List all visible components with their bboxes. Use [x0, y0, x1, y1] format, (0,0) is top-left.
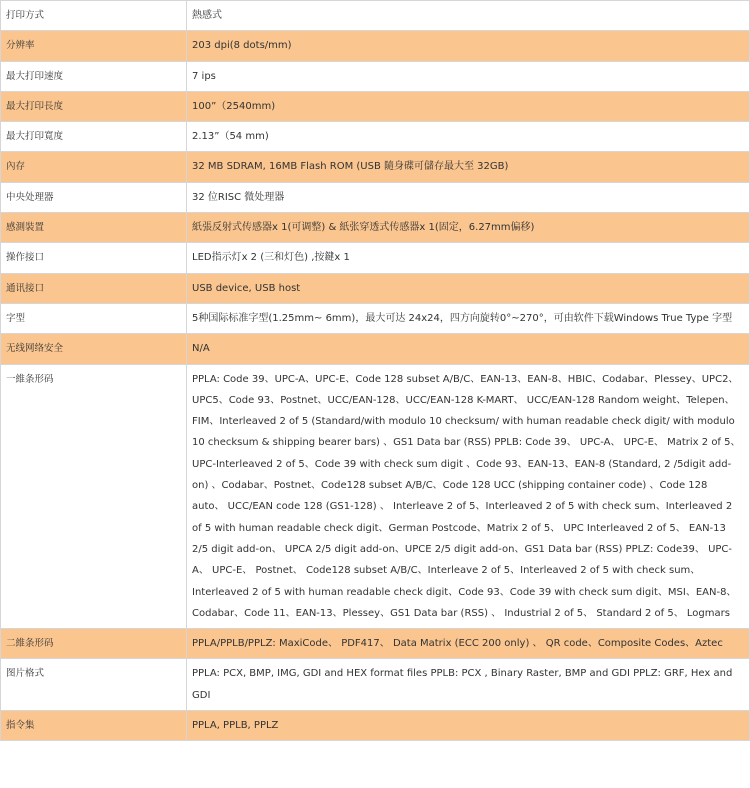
spec-label: 操作接口	[1, 243, 187, 273]
spec-row	[1, 243, 750, 273]
spec-row	[1, 711, 750, 741]
spec-value: N/A	[187, 334, 750, 364]
spec-label: 指令集	[1, 711, 187, 741]
spec-value: 熱感式	[187, 1, 750, 31]
spec-row	[1, 273, 750, 303]
spec-value: PPLA/PPLB/PPLZ: MaxiCode、 PDF417、 Data Matrix (ECC 200 only) 、 QR code、Composite Codes、Aztec	[187, 629, 750, 659]
spec-row	[1, 182, 750, 212]
spec-value: 32 位RISC 微处理器	[187, 182, 750, 212]
spec-value: 5种国际标准字型(1.25mm~ 6mm)，最大可达 24x24，四方向旋转0°~270°，可由软件下载Windows True Type 字型	[187, 303, 750, 333]
spec-row	[1, 91, 750, 121]
spec-label: 最大打印長度	[1, 91, 187, 121]
spec-label: 通讯接口	[1, 273, 187, 303]
spec-label: 最大打印速度	[1, 61, 187, 91]
spec-row	[1, 61, 750, 91]
spec-table-body	[1, 1, 750, 741]
spec-label: 打印方式	[1, 1, 187, 31]
spec-value: 2.13”（54 mm)	[187, 122, 750, 152]
spec-value: PPLA, PPLB, PPLZ	[187, 711, 750, 741]
spec-row	[1, 122, 750, 152]
spec-row	[1, 364, 750, 629]
spec-value: PPLA: Code 39、UPC-A、UPC-E、Code 128 subset A/B/C、EAN-13、EAN-8、HBIC、Codabar、Plessey、UPC2、UPC5、Code 93、Postnet、UCC/EAN-128、UCC/EAN-128 K-MART、 UCC/EAN-128 Random weight、Telepen、FIM、Interleaved 2 of 5 (Standard/with modulo 10 checksum/ with human readable check digit/ with modulo 10 checksum & shipping bearer bars) 、GS1 Data bar (RSS) PPLB: Code 39、 UPC-A、 UPC-E、 Matrix 2 of 5、 UPC-Interleaved 2 of 5、Code 39 with check sum digit 、Code 93、EAN-13、EAN-8 (Standard, 2 /5digit add-on) 、Codabar、Postnet、Code128 subset A/B/C、Code 128 UCC (shipping container code) 、Code 128 auto、 UCC/EAN code 128 (GS1-128) 、 Interleave 2 of 5、Interleaved 2 of 5 with check sum、Interleaved 2 of 5 with human readable check digit、German Postcode、Matrix 2 of 5、 UPC Interleaved 2 of 5、 EAN-13 2/5 digit add-on、 UPCA 2/5 digit add-on、UPCE 2/5 digit add-on、GS1 Data bar (RSS) PPLZ: Code39、 UPC-A、 UPC-E、 Postnet、 Code128 subset A/B/C、Interleave 2 of 5、Interleaved 2 of 5 with check sum、Interleaved 2 of 5 with human readable check digit、Code 93、Code 39 with check sum digit、MSI、EAN-8、Codabar、Code 11、EAN-13、Plessey、GS1 Data bar (RSS) 、 Industrial 2 of 5、 Standard 2 of 5、 Logmars	[187, 364, 750, 629]
spec-row	[1, 659, 750, 711]
spec-value: 203 dpi(8 dots/mm)	[187, 31, 750, 61]
spec-label: 一維条形码	[1, 364, 187, 629]
spec-row	[1, 152, 750, 182]
spec-label: 內存	[1, 152, 187, 182]
spec-label: 中央处理器	[1, 182, 187, 212]
spec-value: 100”（2540mm)	[187, 91, 750, 121]
spec-label: 分辨率	[1, 31, 187, 61]
spec-value: 紙張反射式传感器x 1(可调整) & 紙张穿透式传感器x 1(固定，6.27mm偏移)	[187, 213, 750, 243]
spec-label: 感測裝置	[1, 213, 187, 243]
spec-label: 字型	[1, 303, 187, 333]
spec-value: 7 ips	[187, 61, 750, 91]
spec-row	[1, 334, 750, 364]
spec-row	[1, 213, 750, 243]
spec-row	[1, 1, 750, 31]
spec-label: 最大打印寬度	[1, 122, 187, 152]
spec-value: LED指示灯x 2 (三和灯色) ,按鍵x 1	[187, 243, 750, 273]
spec-value: PPLA: PCX, BMP, IMG, GDI and HEX format files PPLB: PCX , Binary Raster, BMP and GDI PPLZ: GRF, Hex and GDI	[187, 659, 750, 711]
spec-label: 无线网络安全	[1, 334, 187, 364]
spec-row	[1, 629, 750, 659]
spec-label: 图片格式	[1, 659, 187, 711]
spec-row	[1, 303, 750, 333]
spec-label: 二維条形码	[1, 629, 187, 659]
spec-value: 32 MB SDRAM, 16MB Flash ROM (USB 隨身碟可儲存最大至 32GB)	[187, 152, 750, 182]
spec-value: USB device, USB host	[187, 273, 750, 303]
spec-row	[1, 31, 750, 61]
